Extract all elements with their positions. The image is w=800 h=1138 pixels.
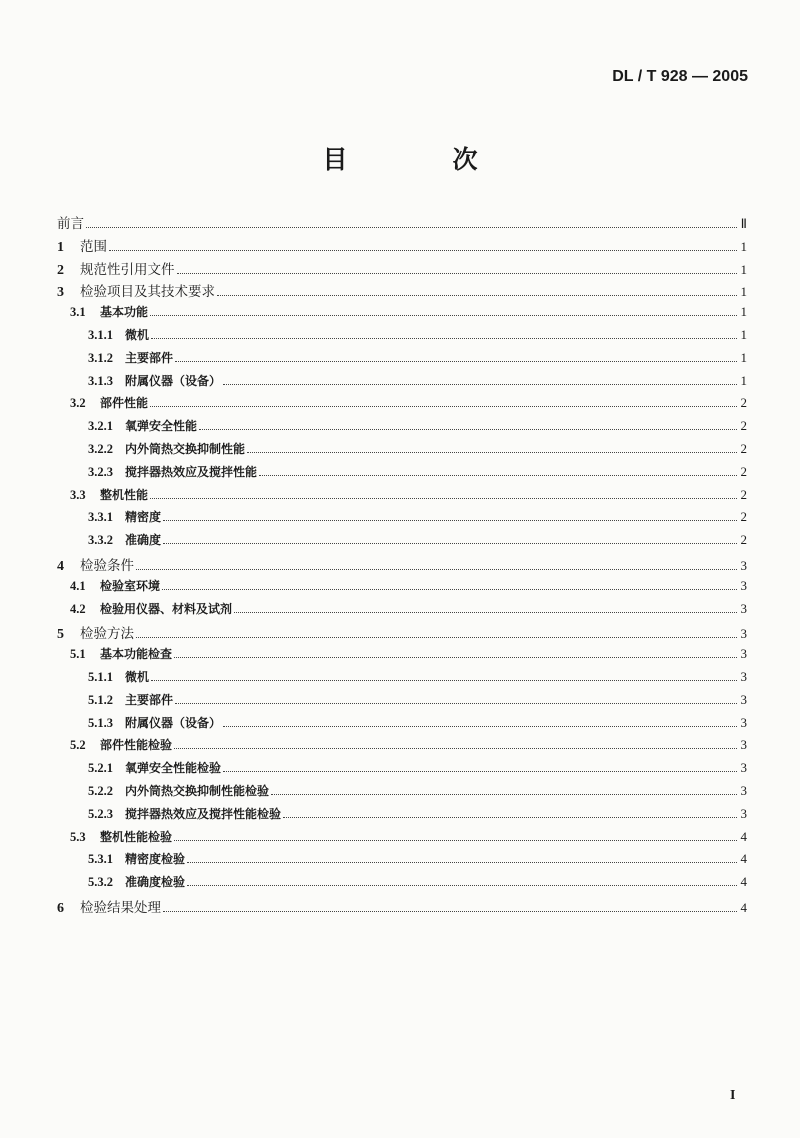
- toc-entry[interactable]: [57, 417, 747, 440]
- toc-entry[interactable]: [57, 577, 747, 600]
- toc-entry-number: 3.2.3: [88, 464, 113, 479]
- toc-entry-page: 3: [740, 760, 747, 776]
- toc-entry[interactable]: [57, 440, 747, 463]
- toc-entry-title: 部件性能: [100, 396, 149, 411]
- toc-entry-number: 5.2.2: [88, 783, 113, 798]
- toc-entry-number: 5.1.2: [88, 692, 113, 707]
- toc-entry-page: 1: [740, 238, 747, 254]
- dot-leader: [175, 360, 737, 362]
- dot-leader: [163, 519, 737, 521]
- toc-entry[interactable]: [57, 326, 747, 349]
- dot-leader: [234, 611, 737, 613]
- toc-entry-number: 5.1.3: [88, 715, 113, 730]
- toc-entry[interactable]: [57, 212, 747, 235]
- toc-entry-number: 6: [57, 900, 64, 916]
- toc-entry-page: 2: [740, 486, 747, 502]
- toc-entry-page: 3: [740, 600, 747, 616]
- toc-entry-number: 3.1.3: [88, 373, 113, 388]
- dot-leader: [151, 337, 737, 339]
- dot-leader: [136, 636, 737, 638]
- toc-entry-page: 1: [740, 284, 747, 300]
- toc-entry-title: 检验条件: [80, 557, 134, 574]
- toc-entry-title: 精密度: [125, 510, 162, 525]
- toc-entry-number: 3.1.1: [88, 327, 113, 342]
- toc-entry[interactable]: [57, 850, 747, 873]
- toc-entry-title: 部件性能检验: [100, 738, 173, 753]
- dot-leader: [150, 405, 737, 407]
- dot-leader: [174, 747, 737, 749]
- toc-entry-page: Ⅱ: [740, 216, 747, 231]
- toc-entry[interactable]: [57, 691, 747, 714]
- toc-entry-number: 2: [57, 262, 64, 278]
- toc-entry-title: 检验用仪器、材料及试剂: [100, 601, 233, 616]
- dot-leader: [175, 702, 737, 704]
- toc-entry[interactable]: [57, 394, 747, 417]
- dot-leader: [109, 249, 737, 251]
- dot-leader: [223, 770, 737, 772]
- toc-entry-number: 3.3: [70, 487, 86, 502]
- dot-leader: [217, 294, 737, 296]
- toc-entry-page: 1: [740, 349, 747, 365]
- toc-entry-number: 3: [57, 285, 64, 301]
- toc-entry[interactable]: [57, 645, 747, 668]
- dot-leader: [174, 839, 737, 841]
- dot-leader: [187, 861, 737, 863]
- standard-number: DL / T 928 — 2005: [612, 68, 748, 85]
- toc-entry-page: 2: [740, 532, 747, 548]
- toc-entry-page: 4: [740, 874, 747, 890]
- dot-leader: [223, 725, 737, 727]
- toc-entry[interactable]: [57, 759, 747, 782]
- dot-leader: [247, 451, 737, 453]
- toc-entry-page: 2: [740, 463, 747, 479]
- toc-entry-title: 微机: [125, 327, 150, 342]
- toc-entry[interactable]: [57, 828, 747, 851]
- toc-entry-number: 5: [57, 627, 64, 643]
- toc-entry-number: 3.3.1: [88, 510, 113, 525]
- toc-entry-number: 3.1.2: [88, 350, 113, 365]
- toc-entry-number: 3.2.2: [88, 441, 113, 456]
- toc-entry[interactable]: [57, 349, 747, 372]
- dot-leader: [259, 474, 737, 476]
- toc-entry-title: 精密度检验: [125, 852, 186, 867]
- toc-entry[interactable]: [57, 372, 747, 395]
- toc-entry[interactable]: [57, 280, 747, 303]
- toc-entry[interactable]: [57, 736, 747, 759]
- toc-entry-title: 规范性引用文件: [80, 261, 175, 278]
- toc-entry-page: 4: [740, 899, 747, 915]
- toc-entry-number: 3.2.1: [88, 419, 113, 434]
- toc-entry-page: 3: [740, 557, 747, 573]
- toc-entry-title: 氧弹安全性能: [125, 419, 198, 434]
- page-title: 目 次: [322, 145, 518, 174]
- toc-entry[interactable]: [57, 258, 747, 281]
- toc-entry-title: 搅拌器热效应及搅拌性能: [125, 464, 258, 479]
- dot-leader: [163, 542, 737, 544]
- dot-leader: [86, 226, 737, 228]
- toc-entry-title: 氧弹安全性能检验: [125, 761, 222, 776]
- toc-entry-page: 2: [740, 440, 747, 456]
- toc-entry-number: 5.2.1: [88, 761, 113, 776]
- dot-leader: [283, 816, 737, 818]
- toc-entry-page: 2: [740, 395, 747, 411]
- toc-entry-title: 检验项目及其技术要求: [80, 284, 215, 301]
- toc-entry[interactable]: [57, 508, 747, 531]
- toc-entry-title: 基本功能检查: [100, 647, 173, 662]
- toc-entry[interactable]: [57, 805, 747, 828]
- dot-leader: [151, 679, 737, 681]
- toc-entry-number: 5.2: [70, 738, 86, 753]
- toc-entry-number: 4.1: [70, 578, 86, 593]
- toc-entry-title: 范围: [80, 238, 107, 255]
- toc-entry-title: 内外筒热交换抑制性能检验: [125, 783, 270, 798]
- toc-entry-page: 2: [740, 509, 747, 525]
- toc-entry-title: 搅拌器热效应及搅拌性能检验: [125, 806, 282, 821]
- toc-entry-number: 3.1: [70, 305, 86, 320]
- toc-entry-page: 3: [740, 714, 747, 730]
- toc-entry-number: 4: [57, 558, 64, 574]
- table-of-contents: [57, 212, 747, 919]
- toc-entry-title: 内外筒热交换抑制性能: [125, 441, 246, 456]
- toc-entry[interactable]: [57, 235, 747, 258]
- toc-entry[interactable]: [57, 600, 747, 623]
- toc-entry-page: 3: [740, 646, 747, 662]
- toc-entry-page: 3: [740, 626, 747, 642]
- dot-leader: [150, 314, 737, 316]
- toc-entry-title: 准确度: [125, 533, 162, 548]
- page-number: I: [730, 1088, 736, 1103]
- toc-entry-page: 4: [740, 851, 747, 867]
- dot-leader: [187, 884, 737, 886]
- toc-entry[interactable]: [57, 486, 747, 509]
- toc-entry-number: 1: [57, 239, 64, 255]
- dot-leader: [174, 656, 737, 658]
- toc-entry-number: 5.1.1: [88, 669, 113, 684]
- toc-entry-title: 检验结果处理: [80, 899, 161, 916]
- dot-leader: [271, 793, 737, 795]
- toc-entry-number: 3.2: [70, 396, 86, 411]
- dot-leader: [162, 588, 737, 590]
- toc-entry-title: 检验室环境: [100, 578, 161, 593]
- toc-entry-page: 3: [740, 577, 747, 593]
- toc-entry-page: 1: [740, 372, 747, 388]
- toc-entry-page: 3: [740, 737, 747, 753]
- toc-entry[interactable]: [57, 896, 747, 919]
- toc-entry[interactable]: [57, 463, 747, 486]
- toc-entry-title: 主要部件: [125, 350, 174, 365]
- toc-entry-title: 整机性能检验: [100, 829, 173, 844]
- toc-entry-number: 5.3: [70, 829, 86, 844]
- toc-entry-page: 3: [740, 691, 747, 707]
- dot-leader: [199, 428, 737, 430]
- toc-entry[interactable]: [57, 554, 747, 577]
- toc-entry[interactable]: [57, 782, 747, 805]
- toc-entry-page: 1: [740, 261, 747, 277]
- toc-entry[interactable]: [57, 303, 747, 326]
- toc-entry[interactable]: [57, 531, 747, 554]
- dot-leader: [136, 568, 737, 570]
- toc-entry[interactable]: [57, 873, 747, 896]
- toc-entry-page: 3: [740, 805, 747, 821]
- toc-entry[interactable]: [57, 714, 747, 737]
- dot-leader: [177, 272, 738, 274]
- toc-entry-number: 3.3.2: [88, 533, 113, 548]
- dot-leader: [163, 910, 737, 912]
- dot-leader: [223, 383, 737, 385]
- toc-entry-title: 准确度检验: [125, 875, 186, 890]
- toc-entry-title: 附属仪器（设备）: [125, 373, 222, 388]
- toc-entry-title: 基本功能: [100, 305, 149, 320]
- toc-entry-title: 附属仪器（设备）: [125, 715, 222, 730]
- toc-entry-page: 3: [740, 668, 747, 684]
- toc-entry-title: 检验方法: [80, 626, 134, 643]
- toc-entry-title: 前言: [57, 216, 84, 232]
- toc-entry-number: 5.3.2: [88, 875, 113, 890]
- toc-entry-number: 4.2: [70, 601, 86, 616]
- toc-entry-title: 微机: [125, 669, 150, 684]
- toc-entry-page: 3: [740, 782, 747, 798]
- toc-entry-title: 整机性能: [100, 487, 149, 502]
- toc-entry-page: 2: [740, 418, 747, 434]
- toc-entry[interactable]: [57, 622, 747, 645]
- dot-leader: [150, 497, 737, 499]
- toc-entry-title: 主要部件: [125, 692, 174, 707]
- toc-entry-number: 5.2.3: [88, 806, 113, 821]
- toc-entry-page: 4: [740, 828, 747, 844]
- toc-entry-number: 5.1: [70, 647, 86, 662]
- toc-entry-page: 1: [740, 326, 747, 342]
- toc-entry[interactable]: [57, 668, 747, 691]
- toc-entry-page: 1: [740, 304, 747, 320]
- toc-entry-number: 5.3.1: [88, 852, 113, 867]
